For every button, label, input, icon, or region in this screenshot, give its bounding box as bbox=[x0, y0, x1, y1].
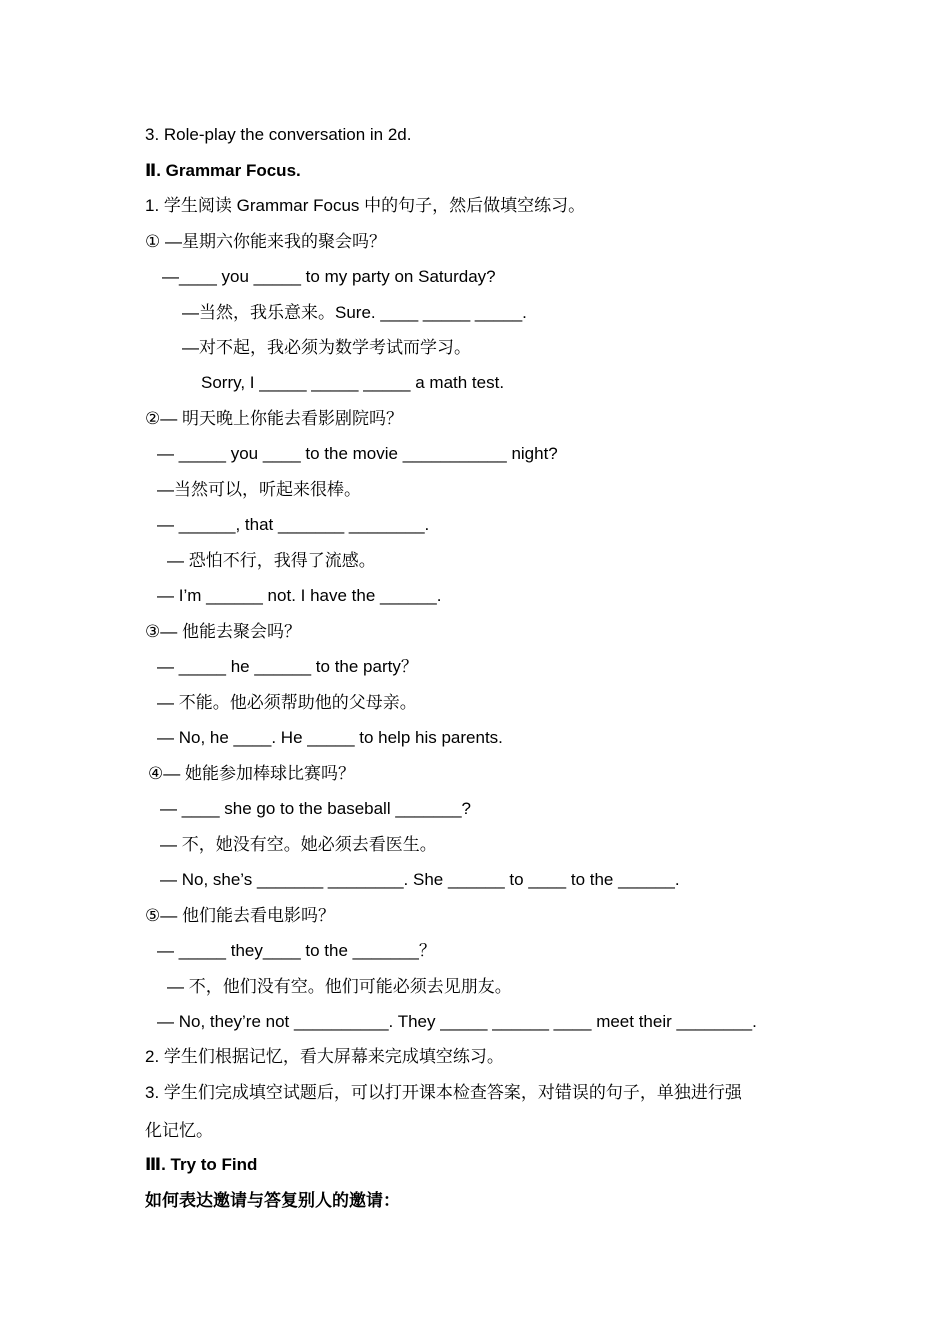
step-2-instruction: 2. 学生们根据记忆，看大屏幕来完成填空练习。 bbox=[145, 1047, 504, 1066]
role-play-instruction: 3. Role-play the conversation in 2d. bbox=[145, 125, 412, 144]
exercise-1-question: —____ you _____ to my party on Saturday? bbox=[162, 267, 496, 286]
exercise-5-answer-cn: — 不，他们没有空。他们可能必须去见朋友。 bbox=[167, 977, 512, 996]
exercise-4-answer-cn: — 不，她没有空。她必须去看医生。 bbox=[160, 835, 437, 854]
exercise-2-question: — _____ you ____ to the movie ___________ night? bbox=[157, 444, 558, 463]
section-heading-try-to-find: Ⅲ. Try to Find bbox=[145, 1155, 258, 1174]
exercise-2-prompt: ②— 明天晚上你能去看影剧院吗？ bbox=[145, 409, 403, 428]
exercise-1-answer-yes-cn: —当然，我乐意来。Sure. ____ _____ _____. bbox=[182, 303, 527, 322]
step-3-instruction: 3. 学生们完成填空试题后，可以打开课本检查答案，对错误的句子，单独进行强 bbox=[145, 1083, 742, 1102]
exercise-3-answer-cn: — 不能。他必须帮助他的父母亲。 bbox=[157, 693, 417, 712]
exercise-3-answer-en: — No, he ____. He _____ to help his parents. bbox=[157, 728, 503, 747]
exercise-2-answer-no-en: — I’m ______ not. I have the ______. bbox=[157, 586, 442, 605]
step-3-instruction-continued: 化记忆。 bbox=[145, 1121, 213, 1140]
exercise-2-answer-no-cn: — 恐怕不行，我得了流感。 bbox=[167, 551, 376, 570]
exercise-3-prompt: ③— 他能去聚会吗？ bbox=[145, 622, 301, 641]
step-1-instruction: 1. 学生阅读 Grammar Focus 中的句子，然后做填空练习。 bbox=[145, 196, 586, 215]
exercise-4-prompt: ④— 她能参加棒球比赛吗？ bbox=[148, 764, 355, 783]
exercise-2-answer-yes-cn: —当然可以，听起来很棒。 bbox=[157, 480, 361, 499]
exercise-1-answer-no-cn: —对不起，我必须为数学考试而学习。 bbox=[182, 338, 471, 357]
invitation-subheading: 如何表达邀请与答复别人的邀请： bbox=[145, 1191, 400, 1210]
exercise-5-answer-en: — No, they’re not __________. They _____ ______ ____ meet their ________. bbox=[157, 1012, 757, 1031]
exercise-1-prompt: ① —星期六你能来我的聚会吗？ bbox=[145, 232, 386, 251]
exercise-3-question: — _____ he ______ to the party？ bbox=[157, 657, 418, 676]
exercise-2-answer-yes-en: — ______, that _______ ________. bbox=[157, 515, 430, 534]
exercise-4-question: — ____ she go to the baseball _______? bbox=[160, 799, 471, 818]
exercise-4-answer-en: — No, she’s _______ ________. She ______ to ____ to the ______. bbox=[160, 870, 680, 889]
exercise-1-answer-no-en: Sorry, I _____ _____ _____ a math test. bbox=[201, 373, 505, 392]
section-heading-grammar-focus: Ⅱ. Grammar Focus. bbox=[145, 161, 301, 180]
exercise-5-prompt: ⑤— 他们能去看电影吗？ bbox=[145, 906, 335, 925]
exercise-5-question: — _____ they____ to the _______？ bbox=[157, 941, 436, 960]
